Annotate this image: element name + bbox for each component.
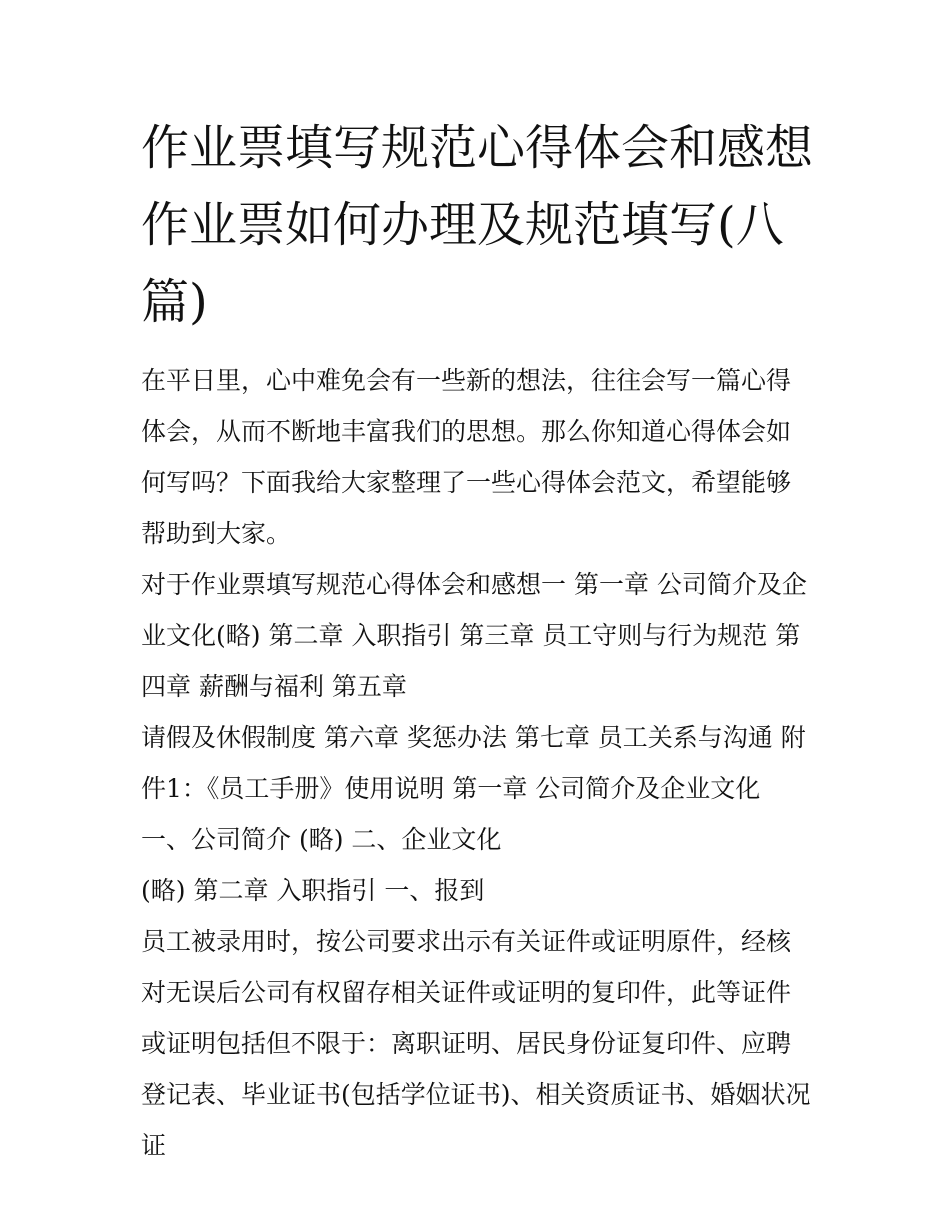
- document-title: 作业票填写规范心得体会和感想 作业票如何办理及规范填写(八篇): [141, 120, 814, 330]
- document-page: [141, 110, 813, 1171]
- paragraph-intro: 在平日里，心中难免会有一些新的想法，往往会写一篇心得体会，从而不断地丰富我们的思想。那么你知道心得体会如何写吗？下面我给大家整理了一些心得体会范文，希望能够帮助到大家。: [141, 366, 792, 548]
- paragraph-toc: 对于作业票填写规范心得体会和感想一 第一章 公司简介及企业文化(略) 第二章 入职指引 第三章 员工守则与行为规范 第四章 薪酬与福利 第五章: [141, 570, 807, 701]
- paragraph-onboarding: (略) 第二章 入职指引 一、报到: [141, 876, 485, 905]
- paragraph-company-intro: 一、公司简介 (略) 二、企业文化: [141, 825, 502, 854]
- paragraph-toc-continued: 请假及休假制度 第六章 奖惩办法 第七章 员工关系与沟通 附件1：《员工手册》使用说明 第一章 公司简介及企业文化: [141, 723, 806, 803]
- paragraph-documents: 员工被录用时，按公司要求出示有关证件或证明原件，经核对无误后公司有权留存相关证件或证明的复印件，此等证件或证明包括但不限于：离职证明、居民身份证复印件、应聘登记表、毕业证书(包括学位证书)、相关资质证书、婚姻状况证: [141, 927, 811, 1160]
